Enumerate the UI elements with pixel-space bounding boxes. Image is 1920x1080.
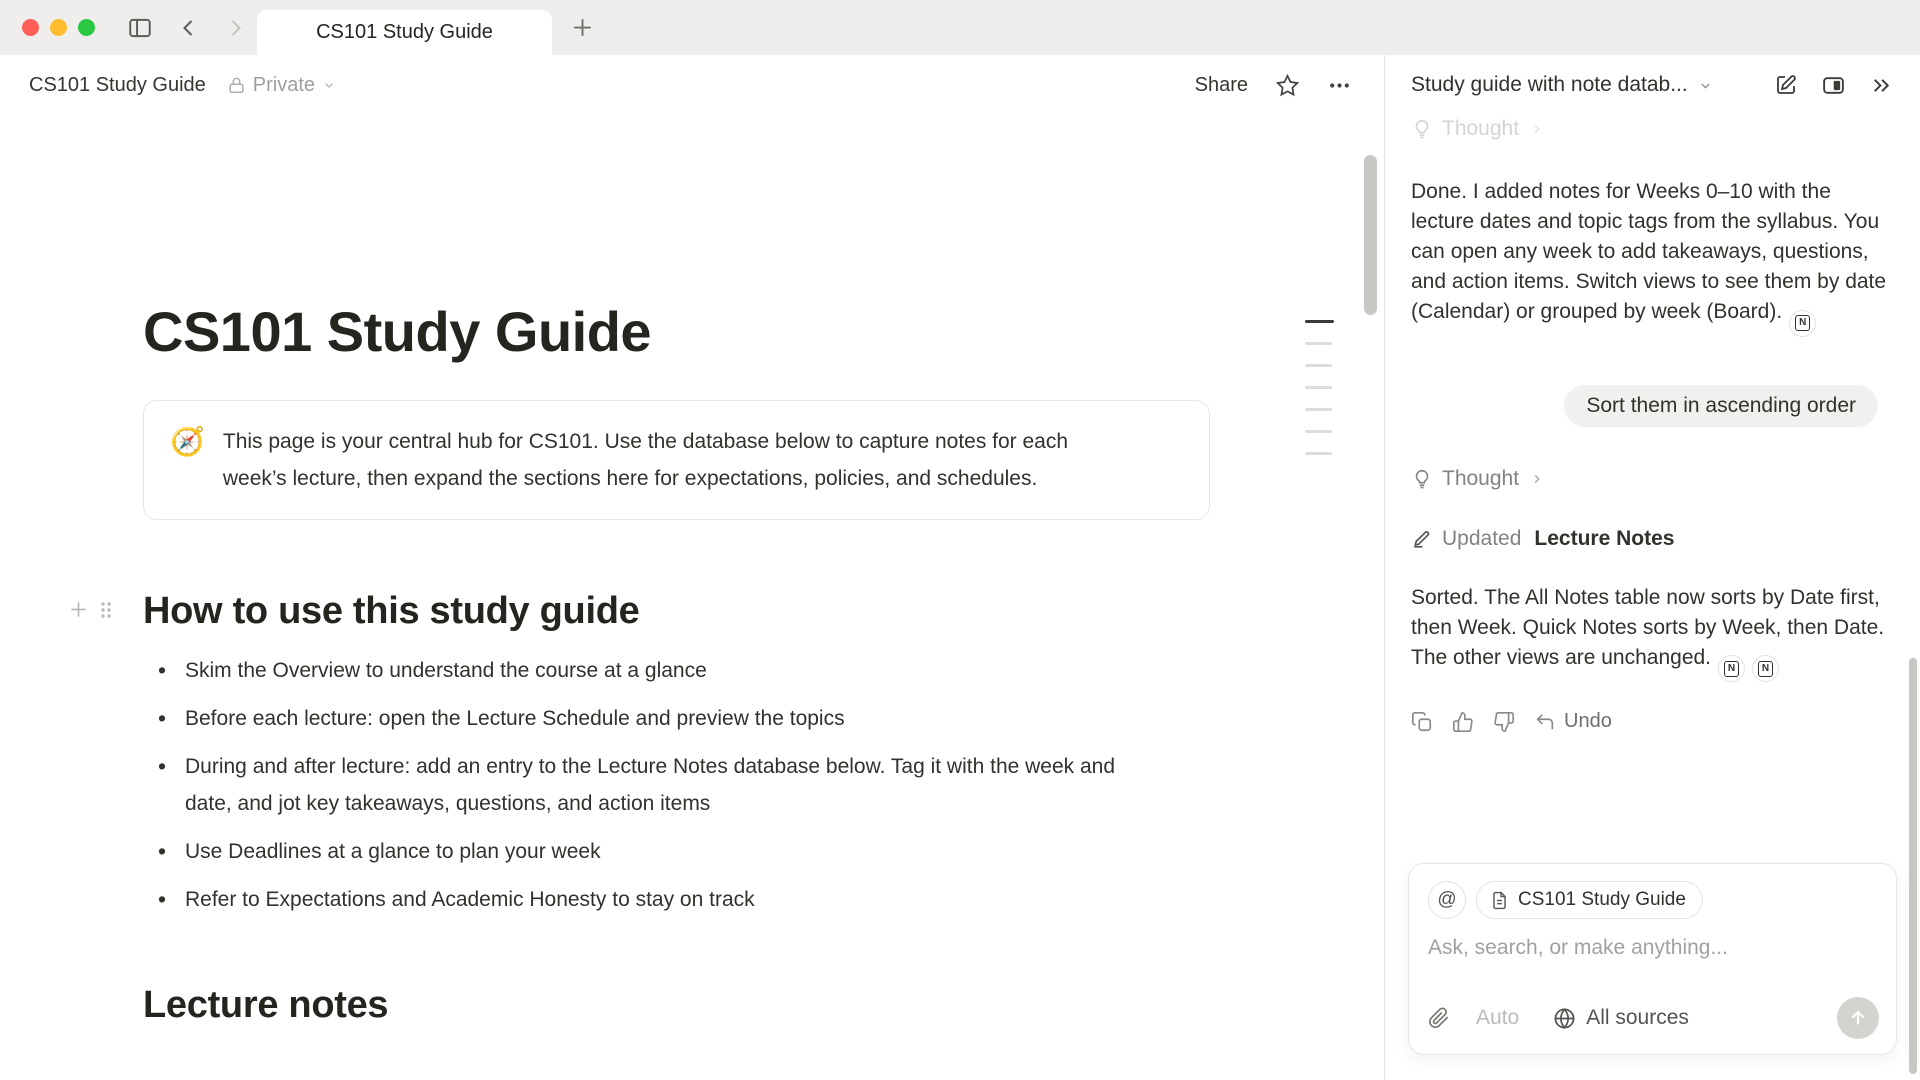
chevron-right-icon [1530,472,1544,486]
zoom-window-button[interactable] [78,19,95,36]
share-button[interactable]: Share [1194,73,1248,96]
updated-page-link[interactable] [1411,527,1674,551]
lecture-notes-heading[interactable]: Lecture notes [143,984,389,1026]
notion-logo-icon: N [1758,661,1773,677]
active-tab[interactable] [257,10,552,55]
ai-header-actions [1774,73,1894,98]
block-gutter [67,598,114,621]
breadcrumb [29,74,336,97]
add-block-icon[interactable] [67,598,90,621]
tab-title: CS101 Study Guide [316,21,493,43]
page-content [143,115,1210,1030]
message-actions [1411,710,1894,733]
how-to-bullet-list [143,652,1163,918]
notion-logo-icon: N [1795,315,1810,331]
assistant-message: Sorted. The All Notes table now sorts by Date first, then Week. Quick Notes sorts by Week, then Date. The other views are unchanged. N N [1411,583,1893,683]
thought-label: Thought [1442,466,1520,490]
context-page-label: CS101 Study Guide [1518,889,1686,910]
new-tab-button[interactable] [570,15,595,40]
privacy-dropdown[interactable] [227,74,336,97]
thumbs-up-icon[interactable] [1452,711,1474,733]
toolbar-actions [1195,73,1352,98]
composer-toolbar [1428,997,1879,1039]
drag-handle-icon[interactable] [98,600,114,620]
lock-icon [227,76,246,95]
outline-dash-active[interactable] [1305,320,1334,323]
sources-label: All sources [1586,1006,1689,1029]
new-chat-icon[interactable] [1774,73,1798,97]
chevron-down-icon [322,78,336,92]
breadcrumb-page-title[interactable]: CS101 Study Guide [29,73,206,96]
list-item[interactable]: • Skim the Overview to understand the course at a glance [143,652,1163,689]
list-item[interactable]: • During and after lecture: add an entry to the Lecture Notes database below. Tag it with the week and date, and jot key takeaways, questions, and action items [143,748,1163,822]
undo-icon [1534,711,1556,733]
copy-icon[interactable] [1411,711,1433,733]
outline-dash[interactable] [1305,342,1332,345]
mode-auto-button[interactable]: Auto [1476,1006,1520,1029]
mention-icon[interactable]: @ [1428,881,1466,919]
chat-title: Study guide with note datab... [1411,73,1688,96]
list-item[interactable]: • Before each lecture: open the Lecture Schedule and preview the topics [143,700,1163,737]
globe-icon [1553,1007,1576,1030]
lightbulb-icon [1411,118,1433,140]
undo-button[interactable] [1534,710,1612,733]
undo-label: Undo [1564,710,1612,732]
notion-page-badge[interactable] [1718,655,1745,682]
collapse-panel-icon[interactable] [1869,73,1894,98]
section-heading-row [143,586,1210,636]
edit-pencil-icon [1411,528,1433,550]
close-window-button[interactable] [22,19,39,36]
ai-sidebar [1385,55,1920,1080]
how-to-heading[interactable]: How to use this study guide [143,590,640,632]
favorite-star-icon[interactable] [1275,73,1300,98]
sources-selector[interactable] [1553,1006,1689,1030]
page-title[interactable]: CS101 Study Guide [143,300,652,363]
back-icon[interactable] [177,16,201,40]
toggle-panel-icon[interactable] [1821,73,1846,98]
ai-sidebar-header [1385,55,1920,115]
outline-dash[interactable] [1305,386,1332,389]
context-page-chip[interactable] [1476,881,1703,919]
thought-label: Thought [1442,117,1520,140]
document-icon [1490,891,1509,910]
page-toolbar [0,55,1384,115]
notion-page-badge[interactable] [1752,655,1779,682]
more-options-icon[interactable] [1327,73,1352,98]
chat-transcript [1385,115,1920,733]
assistant-message: Done. I added notes for Weeks 0–10 with the lecture dates and topic tags from the syllabus. You can open any week to add takeaways, questions, and action items. Switch views to see them by date (Calendar) or grouped by week (Board). N [1411,177,1893,337]
compass-emoji-icon[interactable]: 🧭 [170,426,205,457]
updated-label: Updated [1442,526,1522,550]
outline-dash[interactable] [1305,364,1332,367]
minimize-window-button[interactable] [50,19,67,36]
toggle-sidebar-icon[interactable] [127,15,153,41]
composer-context-row [1428,881,1877,919]
thumbs-down-icon[interactable] [1493,711,1515,733]
ai-composer [1408,863,1897,1055]
privacy-label: Private [252,73,316,96]
updated-target: Lecture Notes [1534,526,1675,550]
notion-logo-icon: N [1724,661,1739,677]
sidebar-scrollbar[interactable] [1909,658,1917,1074]
chevron-down-icon [1698,78,1713,93]
forward-icon[interactable] [223,16,247,40]
chat-title-dropdown[interactable] [1411,73,1713,97]
lightbulb-icon [1411,468,1433,490]
ask-input[interactable] [1428,936,1877,960]
callout-block[interactable] [143,400,1210,520]
user-message-bubble: Sort them in ascending order [1564,385,1878,427]
thought-toggle[interactable] [1411,117,1544,141]
chevron-right-icon [1530,122,1544,136]
arrow-up-icon [1847,1007,1869,1029]
outline-dash[interactable] [1305,408,1332,411]
tab-strip [0,0,1920,55]
main-pane [0,55,1384,1080]
traffic-lights [22,19,95,36]
user-message-row [1411,385,1894,427]
outline-dash[interactable] [1305,430,1332,433]
list-item[interactable]: • Use Deadlines at a glance to plan your week [143,833,1163,870]
callout-text: This page is your central hub for CS101. Use the database below to capture notes for each week’s lecture, then expand the sections here for expectations, policies, and schedules. [222,430,1069,490]
main-scrollbar[interactable] [1364,155,1377,315]
send-button[interactable] [1837,997,1879,1039]
notion-page-badge[interactable] [1789,310,1816,337]
attachment-paperclip-icon[interactable] [1428,1007,1450,1029]
list-item[interactable]: • Refer to Expectations and Academic Honesty to stay on track [143,881,1163,918]
thought-toggle[interactable] [1411,467,1544,491]
outline-dash[interactable] [1305,452,1332,455]
outline-indicator[interactable] [1305,320,1334,474]
